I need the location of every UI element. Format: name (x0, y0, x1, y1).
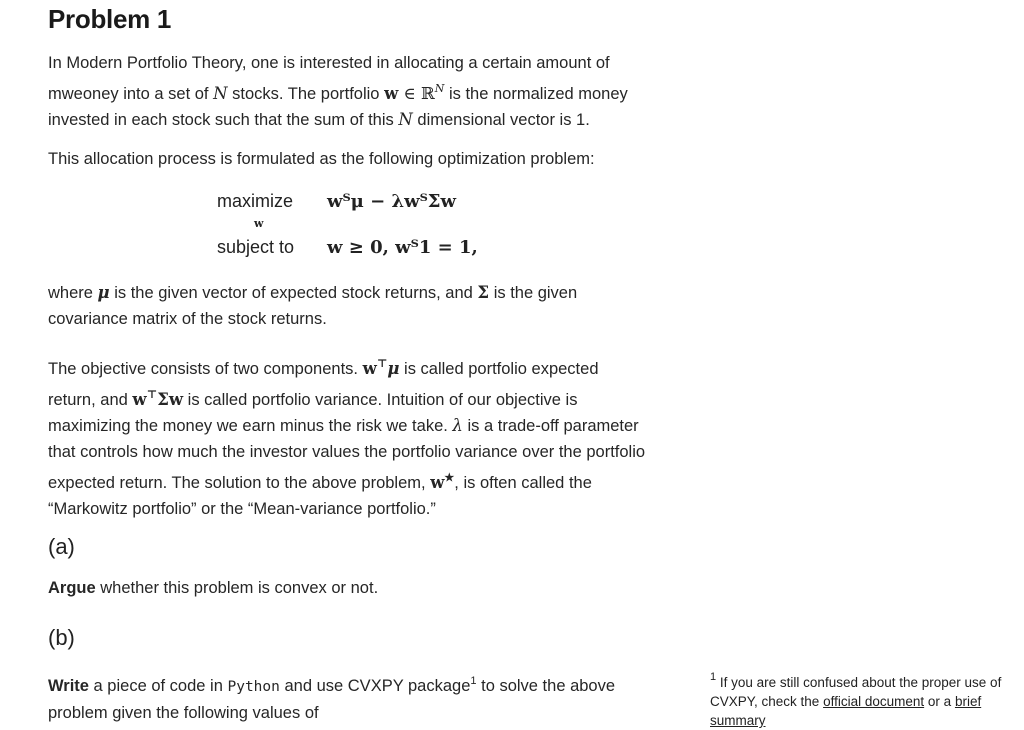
code-python: Python (227, 679, 280, 695)
section-a-text: Argue whether this problem is convex or not. (48, 579, 379, 597)
objective-row: maximize wᵀμ − λwᵀΣw (217, 191, 456, 212)
brief-summary-link-cont[interactable]: summary (710, 713, 766, 728)
math-mu: μ (97, 283, 110, 302)
footnote-ref[interactable]: 1 (470, 675, 477, 687)
math-N: N (398, 110, 413, 129)
objective-paragraph: The objective consists of two components. w⊤μ is called portfolio expected return, and w⊤Σw is called portfolio variance. Intuition of our objective is maximizing the money we earn minus the risk we take. λ is a trade-off parameter that controls how much the investor values the portfolio variance over the portfolio expected return. The solution to the above problem, w★, is often called the “Markowitz portfolio” or the “Mean-variance portfolio.” (48, 357, 646, 518)
math-N: N (213, 84, 228, 103)
math-w-in-RN: w ∈ ℝ$^N$ (384, 82, 445, 103)
section-b-text: Write a piece of code in Python and use CVXPY package$^1$ to solve the above problem given the following values of (48, 675, 616, 722)
page-title: Problem 1 (48, 4, 172, 34)
intro-paragraph: In Modern Portfolio Theory, one is interested in allocating a certain amount of mweoney into a set of N stocks. The portfolio w ∈ ℝ$^N$ is the normalized money invested in each stock such that the sum of this N dimensional vector is 1. (48, 54, 628, 129)
maximize-variable: w (254, 217, 264, 230)
math-wT-sigma-w: w⊤Σw (132, 388, 184, 409)
constraint-row: subject to w ≥ 0, wᵀ1 = 1, (217, 237, 478, 258)
math-sigma: Σ (477, 283, 490, 302)
math-lambda: λ (452, 416, 463, 435)
formulation-paragraph: This allocation process is formulated as the following optimization problem: (48, 150, 595, 168)
brief-summary-link[interactable]: brief (954, 694, 982, 709)
official-document-link[interactable]: official document (823, 694, 925, 709)
footnote: $^1$ If you are still confused about the proper use of CVXPY, check the official document or a brief summary (710, 671, 1002, 728)
section-a-heading: (a) (48, 534, 75, 559)
where-paragraph: where μ is the given vector of expected stock returns, and Σ is the given covariance matrix of the stock returns. (48, 283, 578, 328)
section-b-heading: (b) (48, 625, 75, 650)
math-wT-mu: w⊤μ (362, 357, 400, 378)
math-w-star: w★ (430, 471, 455, 492)
